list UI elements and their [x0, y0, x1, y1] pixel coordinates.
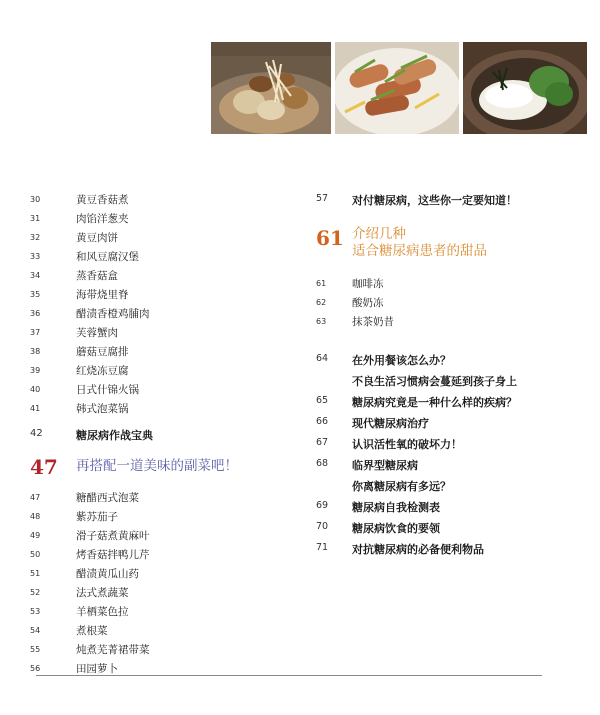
page-number: 53 — [30, 607, 41, 616]
entry-title: 法式煮蔬菜 — [76, 587, 129, 599]
knowledge-list — [316, 350, 576, 560]
toc-entry-bold[interactable] — [316, 455, 576, 476]
recipe-list-main — [30, 190, 280, 418]
entry-title: 红烧冻豆腐 — [76, 365, 129, 377]
toc-entry[interactable] — [30, 399, 280, 418]
entry-title: 对抗糖尿病的必备便利物品 — [352, 543, 484, 556]
page-number: 66 — [316, 416, 329, 427]
braised-vegetables-photo — [211, 42, 331, 134]
page-number: 65 — [316, 395, 329, 406]
entry-title: 临界型糖尿病 — [352, 459, 418, 472]
page-number: 36 — [30, 309, 41, 318]
entry-title: 煮根菜 — [76, 625, 108, 637]
toc-entry-bold[interactable] — [316, 497, 576, 518]
page-number: 31 — [30, 214, 41, 223]
toc-entry-bold[interactable] — [316, 392, 576, 413]
page-number: 38 — [30, 347, 41, 356]
entry-title: 芙蓉蟹肉 — [76, 327, 118, 339]
entry-title: 滑子菇煮黄麻叶 — [76, 530, 150, 542]
page-number: 35 — [30, 290, 41, 299]
toc-entry-bold[interactable] — [316, 413, 576, 434]
page-number: 54 — [30, 626, 41, 635]
toc-entry[interactable] — [30, 361, 280, 380]
toc-entry[interactable] — [30, 285, 280, 304]
page-number: 63 — [316, 317, 327, 326]
entry-title: 对付糖尿病，这些你一定要知道！ — [352, 194, 517, 207]
page-number: 34 — [30, 271, 41, 280]
entry-title: 炖煮芜菁裙带菜 — [76, 644, 150, 656]
entry-title: 不良生活习惯病会蔓延到孩子身上 — [352, 375, 517, 388]
toc-entry[interactable] — [30, 190, 280, 209]
entry-title: 认识活性氧的破坏力！ — [352, 438, 462, 451]
page-number: 55 — [30, 645, 41, 654]
entry-title: 蘑菇豆腐排 — [76, 346, 129, 358]
toc-entry-bold[interactable] — [316, 539, 576, 560]
entry-title: 烤香菇拌鸭儿芹 — [76, 549, 150, 561]
toc-entry[interactable] — [30, 545, 280, 564]
tofu-salad-photo — [463, 42, 587, 134]
page-number: 41 — [30, 404, 41, 413]
entry-title: 羊栖菜色拉 — [76, 606, 129, 618]
section-title-line1: 介绍几种 — [352, 226, 406, 242]
recipe-list-side-dishes — [30, 488, 280, 678]
page-number: 49 — [30, 531, 41, 540]
bottom-divider — [36, 675, 542, 676]
entry-title: 和风豆腐汉堡 — [76, 251, 139, 263]
toc-entry[interactable] — [30, 247, 280, 266]
page-number: 69 — [316, 500, 329, 511]
page-number: 50 — [30, 550, 41, 559]
page-number: 32 — [30, 233, 41, 242]
toc-entry-bold[interactable] — [316, 350, 576, 371]
entry-title: 酸奶冻 — [352, 297, 384, 309]
entry-title: 现代糖尿病治疗 — [352, 417, 429, 430]
toc-entry-bold[interactable] — [316, 518, 576, 539]
toc-entry[interactable] — [316, 293, 576, 312]
toc-entry[interactable] — [30, 583, 280, 602]
toc-entry[interactable] — [30, 323, 280, 342]
section-page-number: 47 — [30, 455, 58, 479]
toc-entry[interactable] — [30, 228, 280, 247]
toc-entry[interactable] — [30, 380, 280, 399]
entry-title: 黄豆香菇煮 — [76, 194, 129, 206]
toc-entry[interactable] — [316, 312, 576, 331]
page-number: 33 — [30, 252, 41, 261]
entry-title: 糖尿病作战宝典 — [76, 429, 153, 442]
page-number: 37 — [30, 328, 41, 337]
toc-entry[interactable] — [30, 304, 280, 323]
entry-title: 你离糖尿病有多远？ — [352, 480, 451, 493]
section-heading-desserts[interactable] — [316, 226, 576, 274]
section-heading-side-dishes[interactable] — [30, 455, 280, 488]
toc-entry-bold[interactable] — [30, 425, 280, 455]
toc-entry[interactable] — [30, 507, 280, 526]
toc-entry[interactable] — [30, 526, 280, 545]
entry-title: 田园萝卜 — [76, 663, 118, 675]
entry-title: 韩式泡菜锅 — [76, 403, 129, 415]
toc-entry-bold[interactable] — [316, 434, 576, 455]
toc-entry[interactable] — [30, 564, 280, 583]
page-number: 71 — [316, 542, 329, 553]
entry-title: 蒸香菇盒 — [76, 270, 118, 282]
toc-entry[interactable] — [30, 209, 280, 228]
page-number: 61 — [316, 279, 327, 288]
page-number: 52 — [30, 588, 41, 597]
toc-entry[interactable] — [30, 640, 280, 659]
page-number: 70 — [316, 521, 329, 532]
page-number: 39 — [30, 366, 41, 375]
page-number: 51 — [30, 569, 41, 578]
toc-entry[interactable] — [316, 274, 576, 293]
page-number: 42 — [30, 428, 43, 439]
photo-strip — [211, 42, 587, 134]
page-number: 68 — [316, 458, 329, 469]
toc-entry-bold[interactable] — [316, 190, 576, 226]
entry-title: 抹茶奶昔 — [352, 316, 394, 328]
meat-rolls-photo — [335, 42, 459, 134]
entry-title: 在外用餐该怎么办？ — [352, 354, 451, 367]
entry-title: 糖尿病自我检测表 — [352, 501, 440, 514]
toc-entry[interactable] — [30, 266, 280, 285]
page-number: 62 — [316, 298, 327, 307]
entry-title: 醋渍黄瓜山药 — [76, 568, 139, 580]
entry-title: 咖啡冻 — [352, 278, 384, 290]
toc-entry[interactable] — [30, 488, 280, 507]
section-page-number: 61 — [316, 226, 344, 250]
entry-title: 糖尿病饮食的要领 — [352, 522, 440, 535]
entry-title: 日式什锦火锅 — [76, 384, 139, 396]
toc-left-column — [30, 190, 280, 678]
entry-title: 海带烧里脊 — [76, 289, 129, 301]
page-number: 56 — [30, 664, 41, 673]
page-number: 40 — [30, 385, 41, 394]
page-number: 67 — [316, 437, 329, 448]
toc-entry-bold[interactable] — [316, 476, 576, 497]
toc-entry[interactable] — [30, 602, 280, 621]
section-title-line2: 适合糖尿病患者的甜品 — [352, 243, 487, 259]
toc-entry[interactable] — [30, 342, 280, 361]
entry-title: 黄豆肉饼 — [76, 232, 118, 244]
page-number: 48 — [30, 512, 41, 521]
entry-title: 肉馅洋葱夹 — [76, 213, 129, 225]
dessert-list — [316, 274, 576, 331]
page-number: 57 — [316, 193, 329, 204]
entry-title: 糖醋西式泡菜 — [76, 492, 139, 504]
page-number: 47 — [30, 493, 41, 502]
page-number: 64 — [316, 353, 329, 364]
entry-title: 紫苏茄子 — [76, 511, 118, 523]
page-number: 30 — [30, 195, 41, 204]
toc-entry[interactable] — [30, 621, 280, 640]
toc-entry-bold[interactable] — [316, 371, 576, 392]
entry-title: 糖尿病究竟是一种什么样的疾病？ — [352, 396, 517, 409]
toc-right-column — [316, 190, 576, 560]
entry-title: 醋渍香橙鸡脯肉 — [76, 308, 150, 320]
section-title: 再搭配一道美味的副菜吧！ — [76, 458, 238, 474]
